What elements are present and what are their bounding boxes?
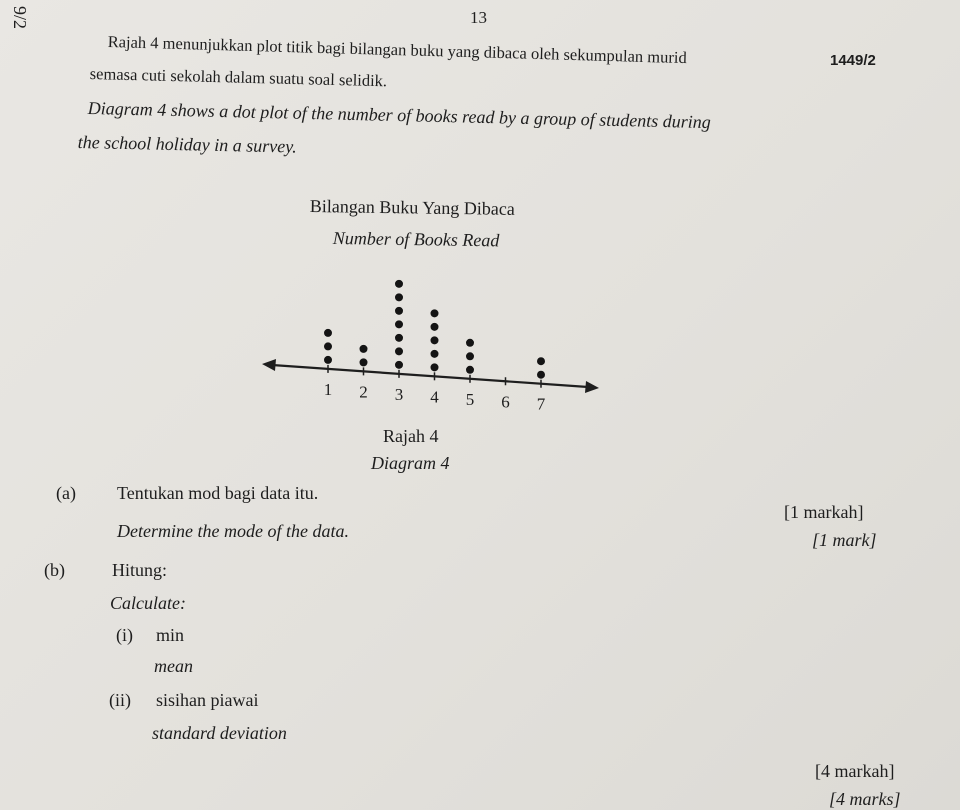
dot-5-1 (466, 366, 474, 374)
tick-label-2: 2 (359, 382, 368, 402)
dot-3-7 (395, 280, 403, 288)
question-b-english: Calculate: (110, 593, 186, 613)
question-a-english: Determine the mode of the data. (117, 521, 349, 541)
tick-label-4: 4 (430, 387, 439, 407)
page-number: 13 (470, 8, 487, 27)
paper-code: 1449/2 (830, 52, 876, 69)
question-a-malay: Tentukan mod bagi data itu. (117, 483, 319, 503)
dot-7-2 (537, 357, 545, 365)
dot-3-5 (395, 307, 403, 315)
tick-label-7: 7 (536, 394, 546, 414)
number-line-arrow-left (262, 359, 276, 371)
dot-3-2 (395, 347, 403, 355)
dot-7-1 (537, 371, 545, 379)
dot-3-1 (395, 361, 403, 369)
question-bii-english: standard deviation (152, 723, 287, 743)
dot-4-2 (431, 350, 439, 358)
question-bii-label: (ii) (109, 690, 131, 710)
question-a-marks-english: [1 mark] (812, 530, 877, 550)
dot-2-2 (360, 345, 368, 353)
tick-label-3: 3 (394, 384, 404, 404)
intro-malay-line2: semasa cuti sekolah dalam suatu soal selidik. (89, 64, 388, 91)
question-b-malay: Hitung: (112, 560, 168, 580)
question-bi-english: mean (154, 656, 193, 676)
dots-group (324, 280, 545, 379)
dot-4-5 (431, 309, 439, 317)
number-line-arrow-right (585, 381, 599, 393)
dot-3-4 (395, 320, 403, 328)
question-bi-label: (i) (116, 625, 133, 645)
dot-5-2 (466, 352, 474, 360)
dot-4-3 (431, 336, 439, 344)
dot-1-1 (324, 356, 332, 364)
intro-english-line2: the school holiday in a survey. (77, 132, 297, 157)
question-a-label: (a) (56, 483, 76, 503)
dot-2-1 (360, 358, 368, 366)
dot-4-1 (431, 363, 439, 371)
tick-labels-group (324, 380, 546, 414)
chart-title-malay: Bilangan Buku Yang Dibaca (309, 196, 515, 219)
dot-5-3 (466, 339, 474, 347)
question-bi-malay: min (156, 625, 185, 645)
intro-english-line1: Diagram 4 shows a dot plot of the number of books read by a group of students during (87, 98, 712, 133)
intro-malay-line1: Rajah 4 menunjukkan plot titik bagi bilangan buku yang dibaca oleh sekumpulan murid (107, 32, 687, 68)
question-b-marks-english: [4 marks] (829, 789, 901, 809)
question-bii-malay: sisihan piawai (156, 690, 259, 710)
question-a-marks-malay: [1 markah] (784, 502, 864, 522)
chart-title-english: Number of Books Read (332, 228, 500, 251)
dot-1-3 (324, 329, 332, 337)
caption-malay: Rajah 4 (383, 426, 439, 446)
caption-english: Diagram 4 (371, 453, 450, 473)
dot-3-3 (395, 334, 403, 342)
question-b-label: (b) (44, 560, 65, 580)
tick-label-6: 6 (501, 392, 510, 412)
tick-label-5: 5 (465, 389, 475, 409)
dot-plot-chart (262, 262, 612, 422)
dot-1-2 (324, 342, 332, 350)
dot-3-6 (395, 293, 403, 301)
question-b-marks-malay: [4 markah] (815, 761, 895, 781)
corner-mark: 9/2 (10, 6, 30, 30)
dot-4-4 (431, 323, 439, 331)
tick-label-1: 1 (323, 379, 333, 399)
